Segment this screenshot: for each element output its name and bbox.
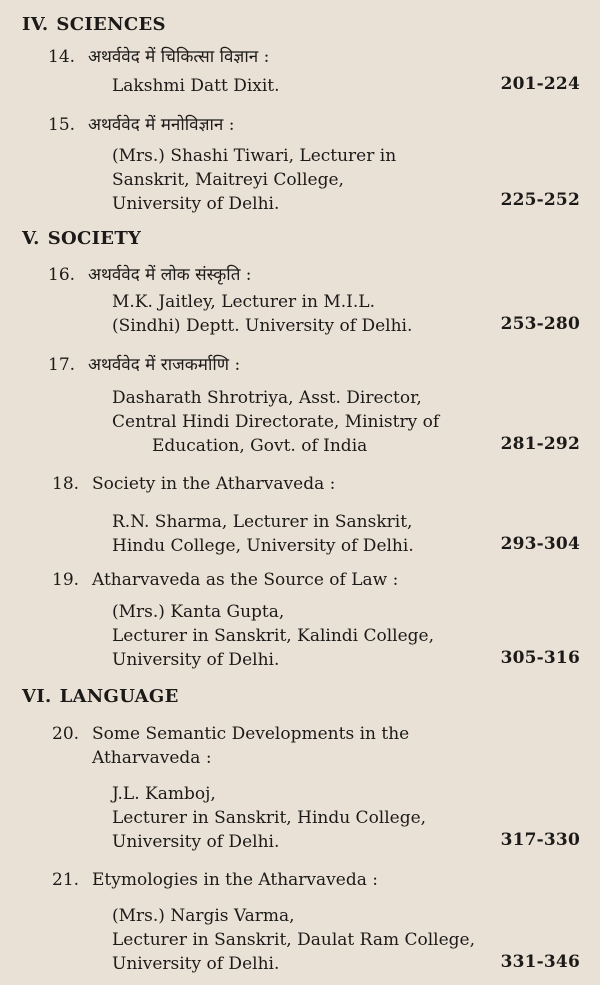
entry-pages-17: 281-292 (500, 434, 580, 454)
entry-pages-21: 331-346 (500, 952, 580, 972)
entry-title-21: 21. Etymologies in the Atharvaveda : (52, 870, 378, 890)
entry-author-17: Dasharath Shrotriya, Asst. Director, Central Hindi Directorate, Ministry of Education, Govt. of India (112, 388, 440, 456)
entry-author-20: J.L. Kamboj, Lecturer in Sanskrit, Hindu College, University of Delhi. (112, 784, 427, 852)
entry-author-21: (Mrs.) Nargis Varma, Lecturer in Sanskrit, Daulat Ram College, University of Delhi. (112, 906, 476, 974)
entry-title-16: 16. अथर्ववेद में लोक संस्कृति : (48, 265, 252, 285)
entry-title-15: 15. अथर्ववेद में मनोविज्ञान : (48, 115, 235, 135)
entry-author-16: M.K. Jaitley, Lecturer in M.I.L. (Sindhi) Deptt. University of Delhi. (112, 292, 413, 336)
entry-author-19: (Mrs.) Kanta Gupta, Lecturer in Sanskrit, Kalindi College, University of Delhi. (112, 602, 435, 670)
entry-pages-18: 293-304 (500, 534, 580, 554)
entry-pages-16: 253-280 (500, 314, 580, 334)
section-title: SCIENCES (56, 14, 166, 35)
entry-title-20: 20. Some Semantic Developments in the Atharvaveda : (52, 724, 410, 768)
entry-author-14: Lakshmi Datt Dixit. (112, 76, 280, 96)
entry-pages-20: 317-330 (500, 830, 580, 850)
entry-title-18: 18. Society in the Atharvaveda : (52, 474, 336, 494)
section-heading-sciences (22, 14, 166, 35)
entry-pages-14: 201-224 (500, 74, 580, 94)
entry-author-15: (Mrs.) Shashi Tiwari, Lecturer in Sanskrit, Maitreyi College, University of Delhi. (112, 146, 397, 214)
entry-title-14: 14. अथर्ववेद में चिकित्सा विज्ञान : (48, 47, 270, 67)
entry-number: 14. (48, 47, 76, 67)
entry-pages-15: 225-252 (500, 190, 580, 210)
entry-title-17: 17. अथर्ववेद में राजकर्माणि : (48, 355, 241, 375)
entry-author-18: R.N. Sharma, Lecturer in Sanskrit, Hindu College, University of Delhi. (112, 512, 414, 556)
section-numeral: IV. (22, 14, 49, 35)
section-heading-language: VI. LANGUAGE (22, 686, 179, 707)
section-heading-society: V. SOCIETY (22, 228, 142, 249)
entry-title-19: 19. Atharvaveda as the Source of Law : (52, 570, 399, 590)
entry-pages-19: 305-316 (500, 648, 580, 668)
